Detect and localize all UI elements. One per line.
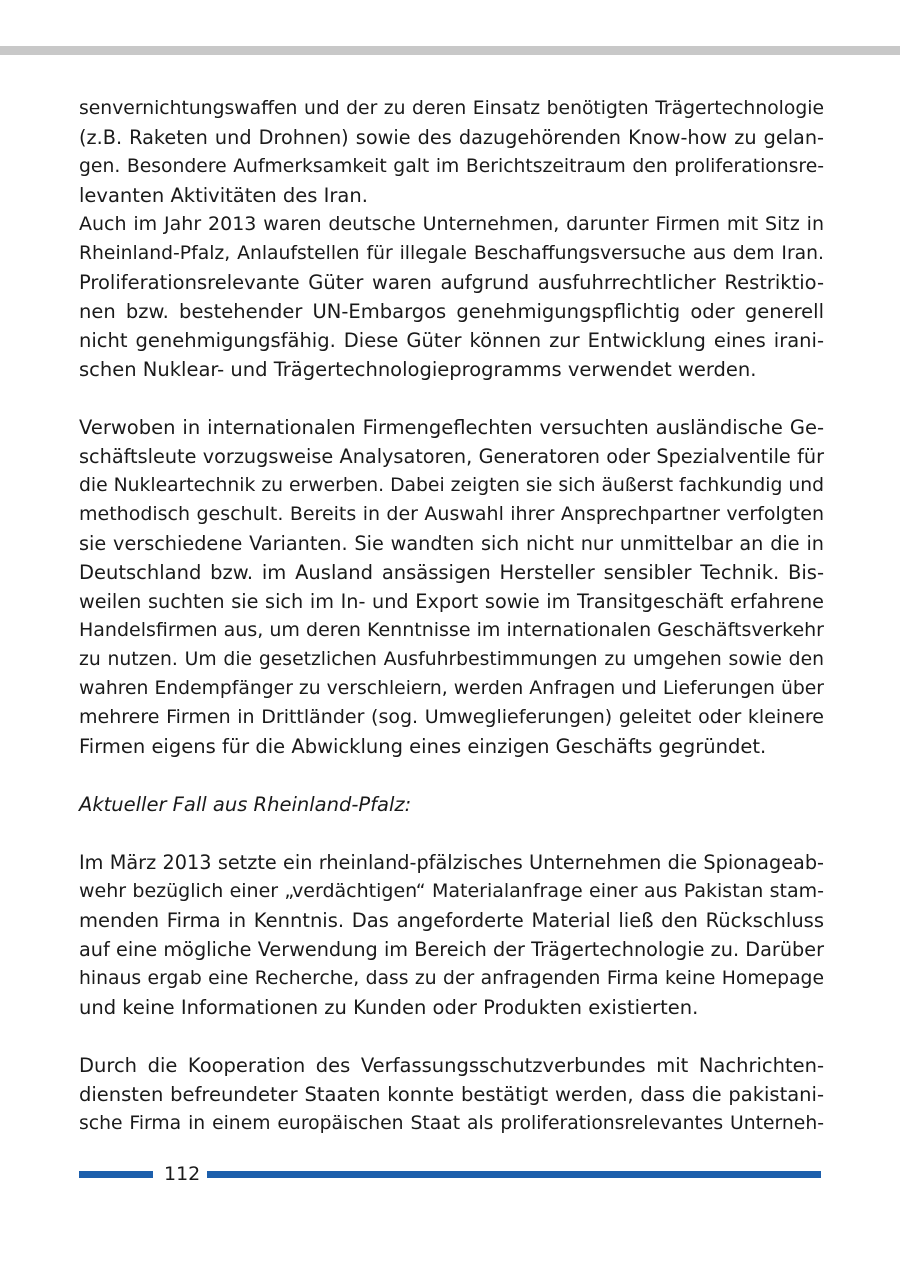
page-number: 112 (164, 1163, 201, 1185)
paragraph-spacer (79, 1022, 824, 1051)
text-line: sche Firma in einem europäischen Staat als proliferationsrelevantes Unterneh- (79, 1113, 824, 1134)
page-body (79, 94, 824, 1138)
text-line: mehrere Firmen in Drittländer (sog. Umweglieferungen) geleitet oder kleinere (79, 706, 824, 728)
paragraph-spacer (79, 819, 824, 848)
section-heading: Aktueller Fall aus Rheinland-Pfalz: (79, 793, 412, 816)
footer-accent-bar-left (79, 1171, 153, 1178)
text-line: auf eine mögliche Verwendung im Bereich der Trägertechnologie zu. Darüber (79, 938, 824, 961)
paragraph-4 (79, 1051, 824, 1138)
text-line: die Nukleartechnik zu erwerben. Dabei zeigten sie sich äußerst fachkundig und (79, 475, 824, 496)
text-line: Deutschland bzw. im Ausland ansässigen Hersteller sensibler Technik. Bis- (79, 561, 824, 584)
text-line: diensten befreundeter Staaten konnte bestätigt werden, dass die pakistani- (79, 1083, 824, 1106)
text-line: Verwoben in internationalen Firmengeflechten versuchten ausländische Ge- (79, 416, 824, 439)
text-line: Im März 2013 setzte ein rheinland-pfälzisches Unternehmen die Spionageab- (79, 851, 824, 874)
text-line: schäftsleute vorzugsweise Analysatoren, Generatoren oder Spezialventile für (79, 445, 824, 468)
text-line: Handelsfirmen aus, um deren Kenntnisse im internationalen Geschäftsverkehr (79, 619, 824, 641)
page-footer (79, 1162, 821, 1186)
paragraph-spacer (79, 384, 824, 413)
text-line: Firmen eigens für die Abwicklung eines einzigen Geschäfts gegründet. (79, 735, 767, 758)
paragraph-spacer (79, 761, 824, 790)
text-line: weilen suchten sie sich im In- und Export sowie im Transitgeschäft erfahrene (79, 590, 824, 613)
text-line: wahren Endempfänger zu verschleiern, werden Anfragen und Lieferungen über (79, 678, 824, 699)
text-line: Rheinland-Pfalz, Anlaufstellen für illegale Beschaffungsversuche aus dem Iran. (79, 243, 824, 264)
text-line: methodisch geschult. Bereits in der Auswahl ihrer Ansprechpartner verfolgten (79, 503, 824, 525)
paragraph-1 (79, 94, 824, 384)
text-line: gen. Besondere Aufmerksamkeit galt im Berichtszeitraum den proliferationsre- (79, 156, 824, 177)
text-line: zu nutzen. Um die gesetzlichen Ausfuhrbestimmungen zu umgehen sowie den (79, 649, 824, 670)
text-line: (z.B. Raketen und Drohnen) sowie des dazugehörenden Know-how zu gelan- (79, 126, 824, 149)
paragraph-3 (79, 848, 824, 1022)
text-line: sie verschiedene Varianten. Sie wandten sich nicht nur unmittelbar an die in (79, 532, 824, 555)
text-line: schen Nuklear- und Trägertechnologieprogramms verwendet werden. (79, 358, 757, 381)
text-line: levanten Aktivitäten des Iran. (79, 184, 368, 207)
text-line: wehr bezüglich einer „verdächtigen“ Materialanfrage einer aus Pakistan stam- (79, 880, 824, 902)
text-line: nicht genehmigungsfähig. Diese Güter können zur Entwicklung eines irani- (79, 329, 824, 352)
text-line: menden Firma in Kenntnis. Das angeforderte Material ließ den Rückschluss (79, 909, 824, 932)
text-line: senvernichtungswaffen und der zu deren Einsatz benötigten Trägertechnologie (79, 98, 824, 119)
paragraph-2 (79, 413, 824, 761)
footer-accent-bar-right (207, 1171, 821, 1178)
text-line: Proliferationsrelevante Güter waren aufgrund ausfuhrrechtlicher Restriktio- (79, 271, 824, 294)
header-divider (0, 46, 900, 55)
text-line: nen bzw. bestehender UN-Embargos genehmigungspflichtig oder generell (79, 300, 824, 323)
text-line: Auch im Jahr 2013 waren deutsche Unternehmen, darunter Firmen mit Sitz in (79, 213, 824, 235)
text-line: Durch die Kooperation des Verfassungsschutzverbundes mit Nachrichten- (79, 1054, 824, 1077)
text-line: und keine Informationen zu Kunden oder Produkten existierten. (79, 996, 699, 1019)
text-line: hinaus ergab eine Recherche, dass zu der anfragenden Firma keine Homepage (79, 968, 824, 989)
